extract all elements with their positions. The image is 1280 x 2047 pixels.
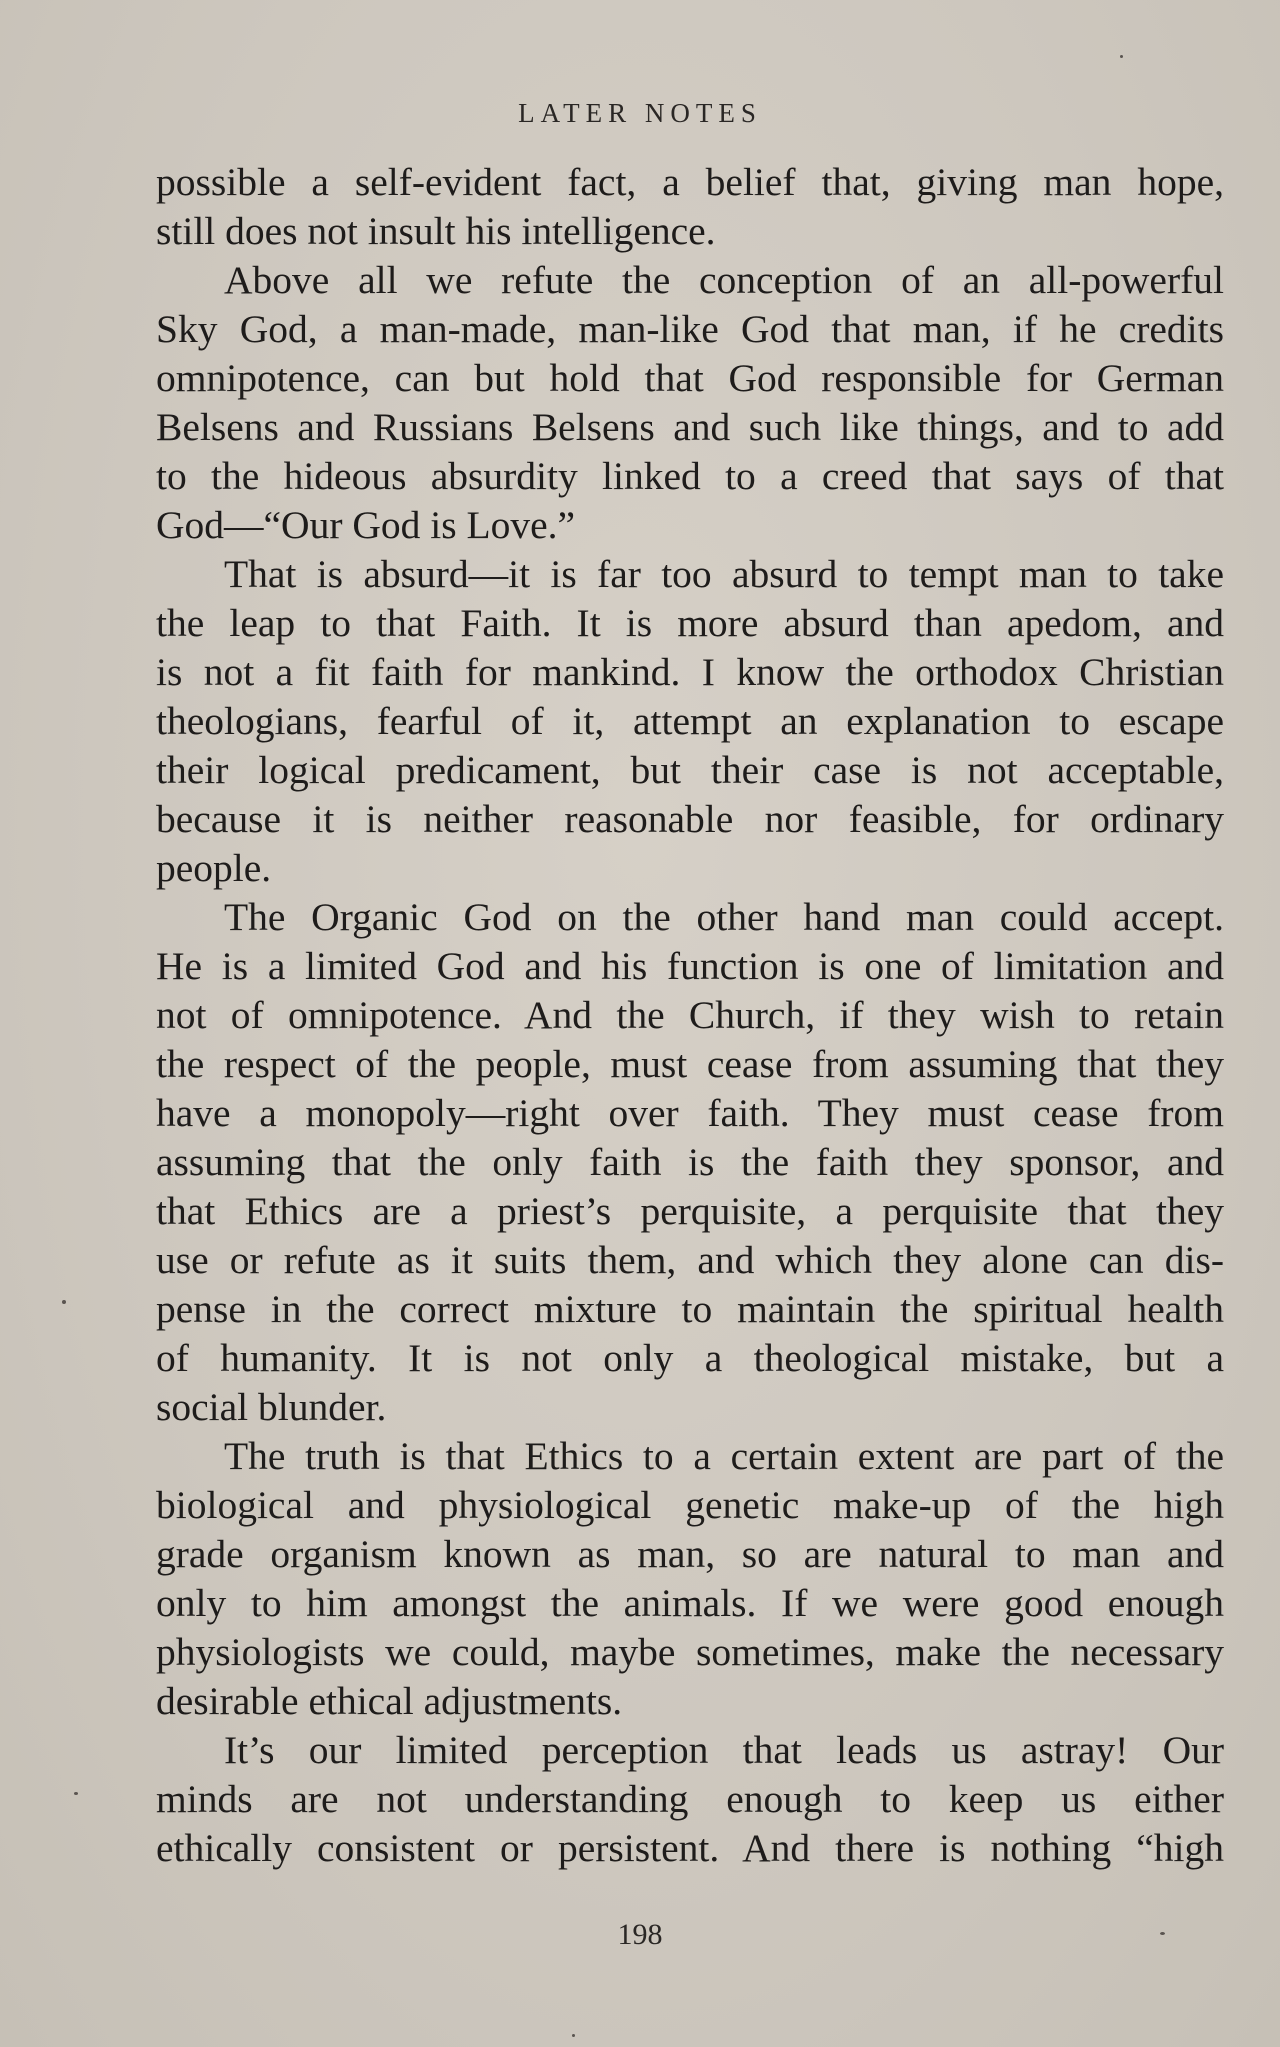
text-line: omnipotence, can but hold that God responsible for German [156,356,1224,400]
paper-speck [62,1300,66,1304]
text-line: That is absurd—it is far too absurd to tempt man to take [224,552,1224,596]
text-line: the respect of the people, must cease from assuming that they [156,1042,1224,1086]
text-line: biological and physiological genetic make-up of the high [156,1483,1224,1527]
text-line: It’s our limited perception that leads us astray! Our [224,1728,1224,1772]
text-line: because it is neither reasonable nor feasible, for ordinary [156,797,1224,841]
text-line: use or refute as it suits them, and which they alone can dis- [156,1238,1224,1282]
text-line: theologians, fearful of it, attempt an explanation to escape [156,699,1224,743]
text-line: physiologists we could, maybe sometimes, make the necessary [156,1630,1224,1674]
text-line: grade organism known as man, so are natural to man and [156,1532,1224,1576]
text-line: that Ethics are a priest’s perquisite, a perquisite that they [156,1189,1224,1233]
text-line: The Organic God on the other hand man could accept. [224,895,1224,939]
text-line: God—“Our God is Love.” [156,503,576,547]
text-line: possible a self-evident fact, a belief that, giving man hope, [156,160,1224,204]
text-line: Belsens and Russians Belsens and such like things, and to add [156,405,1224,449]
text-line: not of omnipotence. And the Church, if they wish to retain [156,993,1224,1037]
text-line: pense in the correct mixture to maintain the spiritual health [156,1287,1224,1331]
text-line: The truth is that Ethics to a certain extent are part of the [224,1434,1224,1478]
running-head: LATER NOTES [518,98,762,128]
text-line: desirable ethical adjustments. [156,1679,623,1723]
text-line: Sky God, a man-made, man-like God that man, if he credits [156,307,1224,351]
text-line: to the hideous absurdity linked to a creed that says of that [156,454,1224,498]
paper-speck [572,2034,575,2037]
text-line: the leap to that Faith. It is more absurd than apedom, and [156,601,1224,645]
text-line: He is a limited God and his function is one of limitation and [156,944,1224,988]
text-line: ethically consistent or persistent. And there is nothing “high [156,1826,1224,1870]
text-line: people. [156,846,272,890]
text-line: is not a fit faith for mankind. I know the orthodox Christian [156,650,1224,694]
page-number: 198 [617,1918,663,1951]
text-line: still does not insult his intelligence. [156,209,716,253]
body-text [156,158,1224,1873]
paper-speck [1160,1932,1165,1935]
text-line: only to him amongst the animals. If we were good enough [156,1581,1224,1625]
text-line: social blunder. [156,1385,387,1429]
text-line: Above all we refute the conception of an all-powerful [224,258,1224,302]
paper-speck [74,1792,78,1795]
text-line: their logical predicament, but their case is not acceptable, [156,748,1224,792]
text-line: have a monopoly—right over faith. They must cease from [156,1091,1224,1135]
text-line: of humanity. It is not only a theological mistake, but a [156,1336,1224,1380]
text-line: assuming that the only faith is the faith they sponsor, and [156,1140,1224,1184]
paper-speck [1120,55,1123,58]
text-line: minds are not understanding enough to keep us either [156,1777,1224,1821]
